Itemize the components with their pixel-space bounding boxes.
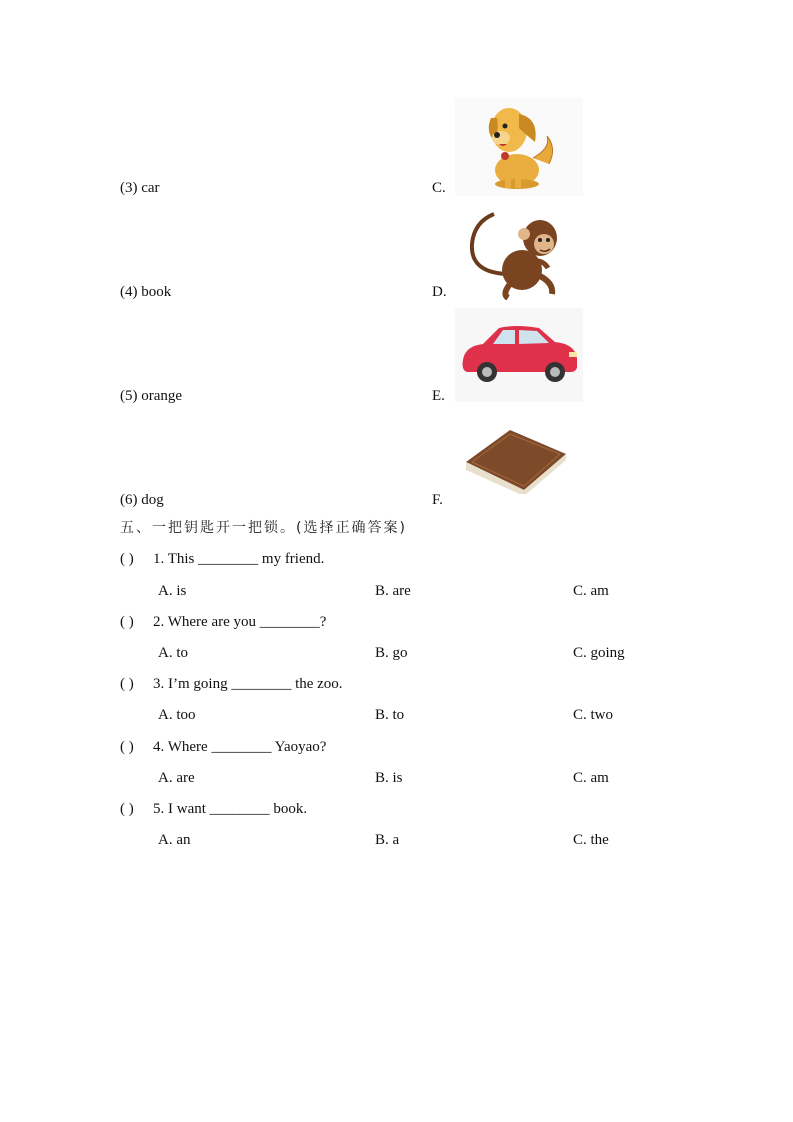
option-4a: A. are bbox=[158, 770, 195, 786]
option-2a: A. to bbox=[158, 645, 188, 661]
match-word-6: (6) dog bbox=[120, 492, 164, 508]
car-picture-icon bbox=[455, 308, 583, 402]
dog-picture-icon bbox=[455, 98, 583, 196]
match-letter-f: F. bbox=[432, 492, 443, 508]
match-letter-e: E. bbox=[432, 388, 445, 404]
match-word-4: (4) book bbox=[120, 284, 172, 300]
answer-bracket-1[interactable]: ( ) bbox=[120, 551, 134, 567]
option-4b: B. is bbox=[375, 770, 403, 786]
option-1b: B. are bbox=[375, 583, 411, 599]
answer-bracket-5[interactable]: ( ) bbox=[120, 801, 134, 817]
option-2c: C. going bbox=[573, 645, 625, 661]
answer-bracket-4[interactable]: ( ) bbox=[120, 739, 134, 755]
question-4: 4. Where ________ Yaoyao? bbox=[153, 739, 327, 755]
match-word-3: (3) car bbox=[120, 180, 160, 196]
option-2b: B. go bbox=[375, 645, 408, 661]
question-1: 1. This ________ my friend. bbox=[153, 551, 325, 567]
match-word-5: (5) orange bbox=[120, 388, 183, 404]
match-letter-d: D. bbox=[432, 284, 447, 300]
question-3: 3. I’m going ________ the zoo. bbox=[153, 676, 343, 692]
question-5: 5. I want ________ book. bbox=[153, 801, 308, 817]
book-picture-icon bbox=[462, 426, 570, 494]
option-3c: C. two bbox=[573, 707, 614, 723]
match-letter-c: C. bbox=[432, 180, 446, 196]
option-1a: A. is bbox=[158, 583, 187, 599]
option-3a: A. too bbox=[158, 707, 196, 723]
question-2: 2. Where are you ________? bbox=[153, 614, 327, 630]
answer-bracket-2[interactable]: ( ) bbox=[120, 614, 134, 630]
option-3b: B. to bbox=[375, 707, 405, 723]
option-5b: B. a bbox=[375, 832, 400, 848]
section-heading: 五、一把钥匙开一把锁。(选择正确答案) bbox=[120, 520, 407, 536]
option-5c: C. the bbox=[573, 832, 609, 848]
answer-bracket-3[interactable]: ( ) bbox=[120, 676, 134, 692]
monkey-picture-icon bbox=[462, 204, 578, 300]
option-1c: C. am bbox=[573, 583, 609, 599]
option-4c: C. am bbox=[573, 770, 609, 786]
option-5a: A. an bbox=[158, 832, 191, 848]
